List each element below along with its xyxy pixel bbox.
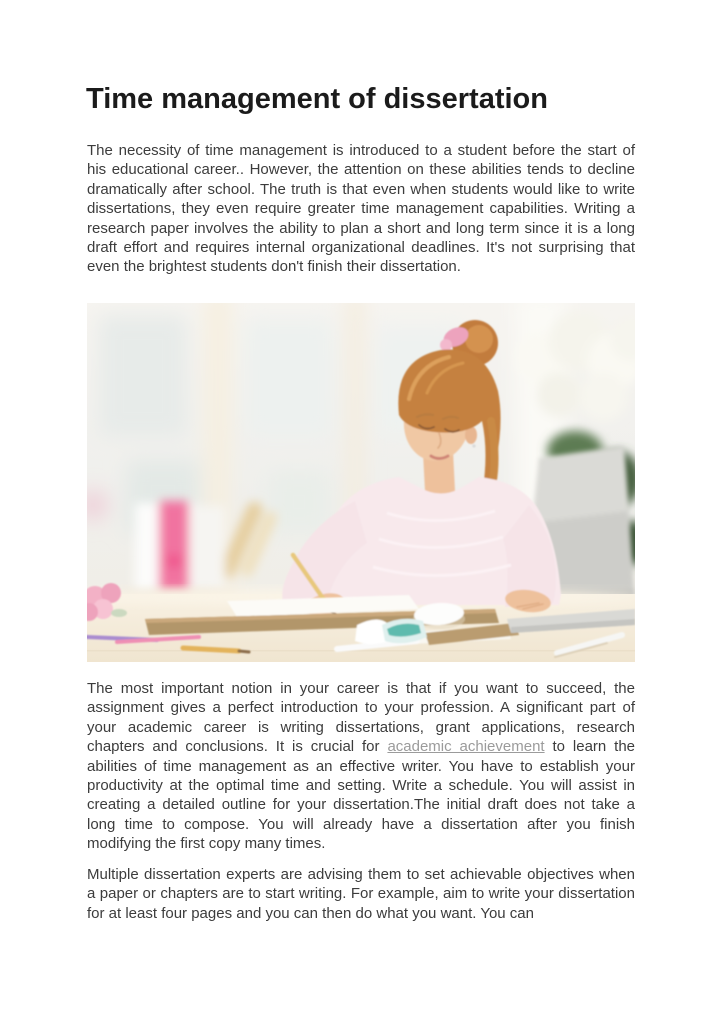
paragraph-intro: The necessity of time management is introduced to a student before the start of his educational career.. However, the attention on these abilities tends to decline dramatically after school. The truth is that even when students would like to write dissertations, they even require greater time management capabilities. Writing a research paper involves the ability to plan a short and long term since it is a long draft effort and requires internal organizational deadlines. It's not surprising that even the brightest students don't finish their dissertation. [87, 142, 635, 276]
page-title: Time management of dissertation [86, 83, 548, 115]
article-photo [87, 303, 635, 662]
woman-writing-illustration [87, 303, 635, 662]
paragraph-advice: Multiple dissertation experts are advising them to set achievable objectives when a paper or chapters are to start writing. For example, aim to write your dissertation for at least four pages and you can then do what you want. You can [87, 866, 635, 922]
paragraph-body-text-after: to learn the abilities of time management as an effective writer. You have to establish your productivity at the optimal time and setting. Write a schedule. You will assist in creating a detailed outline for your dissertation.The initial draft does not take a long time to compose. You will already have a dissertation after you finish modifying the first copy many times. [87, 738, 636, 853]
paragraph-body-text-before: The most important notion in your career is that if you want to succeed, the assignment gives a perfect introduction to your profession. A significant part of your academic career is writing dissertations, grant applications, research chapters and conclusions. It is crucial for [87, 680, 635, 756]
paragraph-body [87, 679, 635, 854]
academic-achievement-link[interactable]: academic achievement [387, 738, 545, 756]
